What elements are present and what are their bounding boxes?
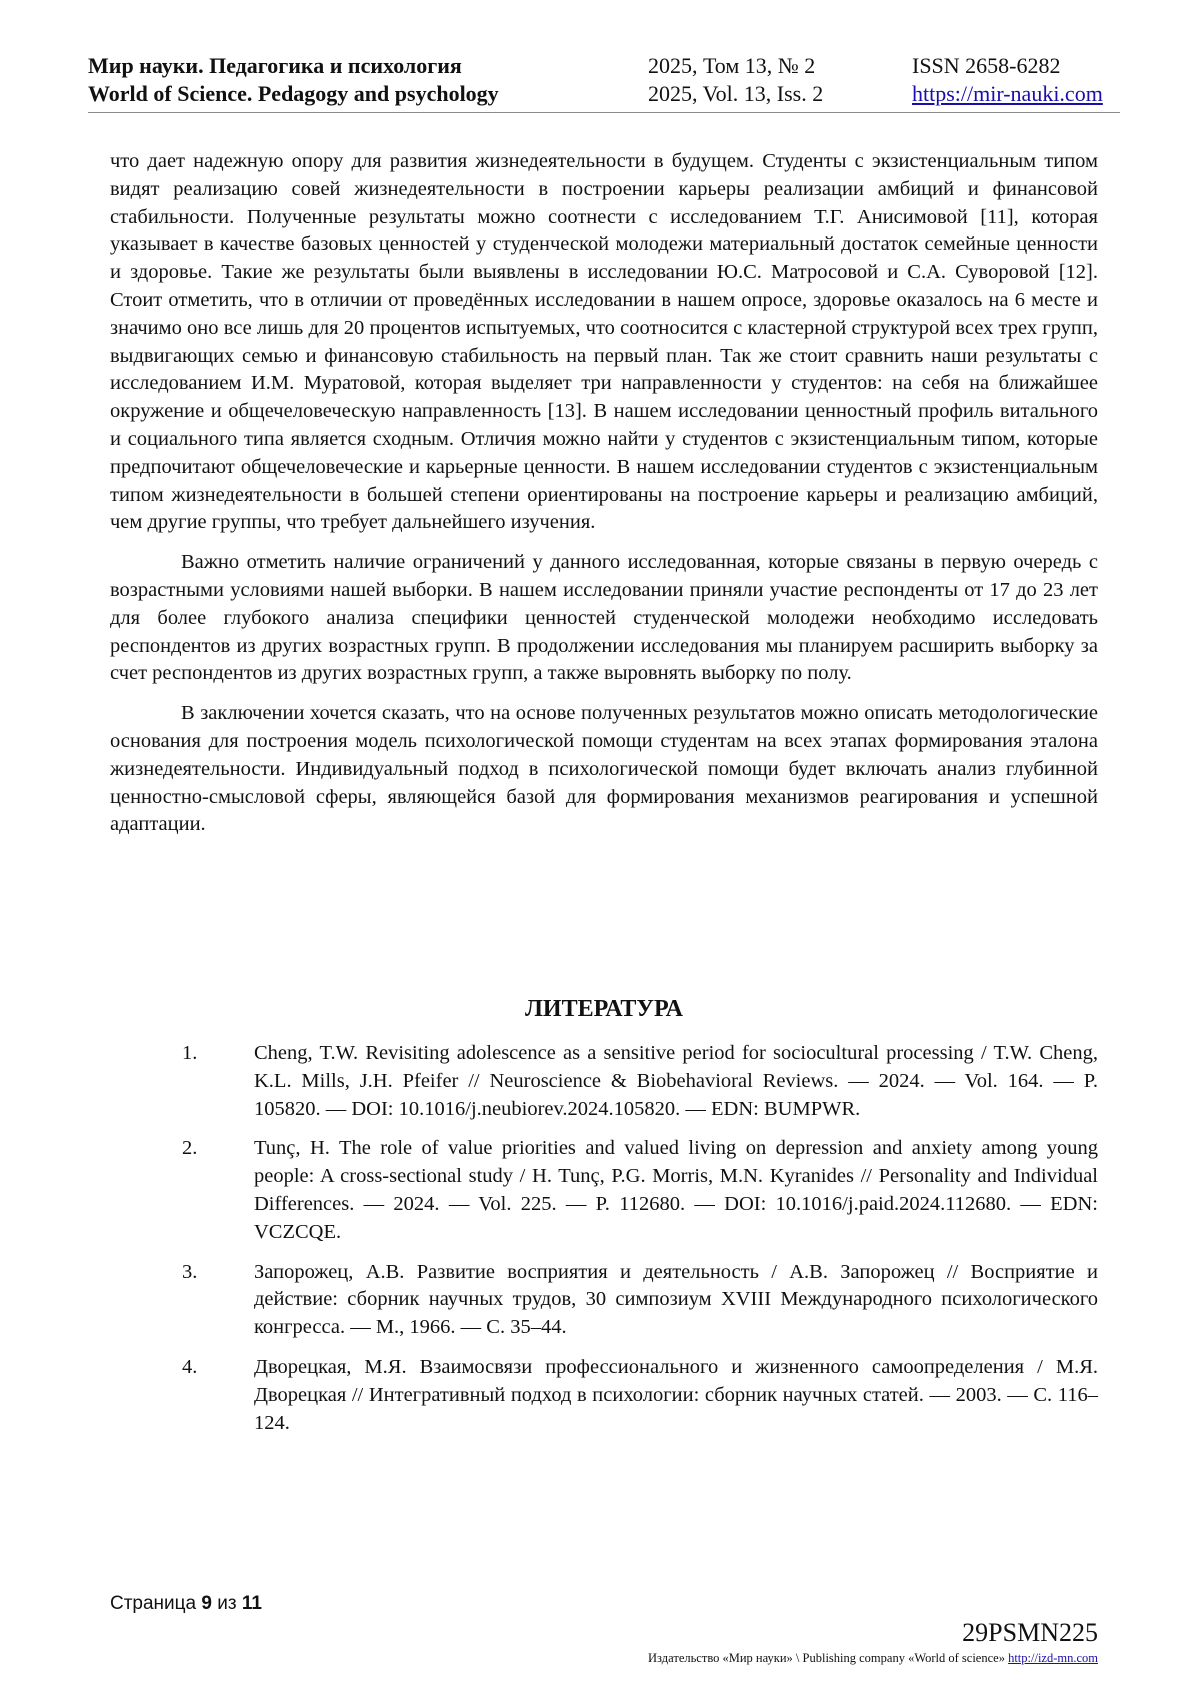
body-paragraph: В заключении хочется сказать, что на основе полученных результатов можно описать методологические основания для построения модель психологической помощи студентам на всех этапах формирования эталона жизнедеятельности. Индивидуальный подход в психологической помощи будет включать анализ глубинной ценностно-смысловой сферы, являющейся базой для формирования механизмов реагирования и успешной адаптации.	[110, 702, 1098, 836]
body-paragraph: что дает надежную опору для развития жизнедеятельности в будущем. Студенты с экзистенциальным типом видят реализацию совей жизнедеятельности в построении карьеры реализации амбиций и финансовой стабильности. Полученные результаты можно соотнести с исследованием Т.Г. Анисимовой [11], которая указывает в качестве базовых ценностей у студенческой молодежи материальный достаток семейные ценности и здоровье. Такие же результаты были выявлены в исследовании Ю.С. Матросовой и С.А. Суворовой [12]. Стоит отметить, что в отличии от проведённых исследовании в нашем опросе, здоровье оказалось на 6 месте и значимо оно все лишь для 20 процентов испытуемых, что соотносится с кластерной структурой всех трех групп, выдвигающих семью и финансовую стабильность на первый план. Так же стоит сравнить наши результаты с исследованием И.М. Муратовой, которая выделяет три направленности у студентов: на себя на ближайшее окружение и общечеловеческую направленность [13]. В нашем исследовании ценностный профиль витального и социального типа является сходным. Отличия можно найти у студентов с экзистенциальным типом, которые предпочитают общечеловеческие и карьерные ценности. В нашем исследовании студентов с экзистенциальным типом жизнедеятельности в большей степени ориентированы на построение карьеры и реализацию амбиций, чем другие группы, что требует дальнейшего изучения.	[110, 150, 1098, 534]
journal-title-block	[88, 52, 499, 108]
article-code: 29PSMN225	[962, 1618, 1098, 1647]
journal-site-link[interactable]: https://mir-nauki.com	[912, 81, 1103, 106]
reference-number: 1.	[182, 1042, 198, 1064]
publisher-line	[648, 1650, 1098, 1666]
reference-number: 3.	[182, 1260, 198, 1283]
reference-text: Запорожец, А.В. Развитие восприятия и деятельность / А.В. Запорожец // Восприятие и действие: сборник научных трудов, 30 симпозиум XVIII Международного психологического конгресса. — М., 1966. — С. 35–44.	[254, 1260, 1098, 1339]
page-current: 9	[201, 1593, 212, 1614]
publisher-text: Издательство «Мир науки» \ Publishing company «World of science»	[648, 1651, 1005, 1665]
reference-text: Дворецкая, М.Я. Взаимосвязи профессионального и жизненного самоопределения / М.Я. Дворецкая // Интегративный подход в психологии: сборник научных статей. — 2003. — С. 116–124.	[254, 1355, 1098, 1434]
references-list	[110, 1040, 1098, 1449]
publisher-link[interactable]: http://izd-mn.com	[1008, 1651, 1098, 1665]
issue-block	[648, 52, 823, 108]
body-paragraph: Важно отметить наличие ограничений у данного исследованная, которые связаны в первую очередь с возрастными условиями нашей выборки. В нашем исследовании приняли участие респонденты от 17 до 23 лет для более глубокого анализа специфики ценностей студенческой молодежи необходимо исследовать респондентов из других возрастных групп. В продолжении исследования мы планируем расширить выборку за счет респондентов из других возрастных групп, а также выровнять выборку по полу.	[110, 551, 1098, 685]
issn: ISSN 2658-6282	[912, 53, 1061, 78]
journal-title-ru: Мир науки. Педагогика и психология	[88, 53, 462, 78]
issue-ru: 2025, Том 13, № 2	[648, 53, 816, 78]
reference-number: 4.	[182, 1355, 198, 1378]
page-header	[88, 52, 1120, 113]
reference-text: Tunç, H. The role of value priorities and valued living on depression and anxiety among young people: A cross-sectional study / H. Tunç, P.G. Morris, M.N. Kyranides // Personality and Individual Differences. — 2024. — Vol. 225. — P. 112680. — DOI: 10.1016/j.paid.2024.112680. — EDN: VCZCQE.	[254, 1137, 1098, 1243]
page-label: Страница	[110, 1593, 197, 1614]
page-of: из	[217, 1593, 237, 1614]
references-heading: ЛИТЕРАТУРА	[525, 996, 683, 1022]
reference-item	[110, 1135, 1098, 1246]
page-number	[110, 1593, 262, 1615]
article-body	[110, 148, 1098, 839]
issue-en: 2025, Vol. 13, Iss. 2	[648, 81, 824, 106]
reference-item	[110, 1040, 1098, 1123]
issn-block	[912, 52, 1103, 108]
journal-title-en: World of Science. Pedagogy and psychology	[88, 81, 499, 106]
page-total: 11	[241, 1593, 262, 1614]
reference-number: 2.	[182, 1137, 198, 1160]
reference-text: Cheng, T.W. Revisiting adolescence as a sensitive period for sociocultural processing / T.W. Cheng, K.L. Mills, J.H. Pfeifer // Neuroscience & Biobehavioral Reviews. — 2024. — Vol. 164. — P. 105820. — DOI: 10.1016/j.neubiorev.2024.105820. — EDN: BUMPWR.	[254, 1042, 1098, 1120]
reference-item	[110, 1354, 1098, 1437]
reference-item	[110, 1259, 1098, 1342]
